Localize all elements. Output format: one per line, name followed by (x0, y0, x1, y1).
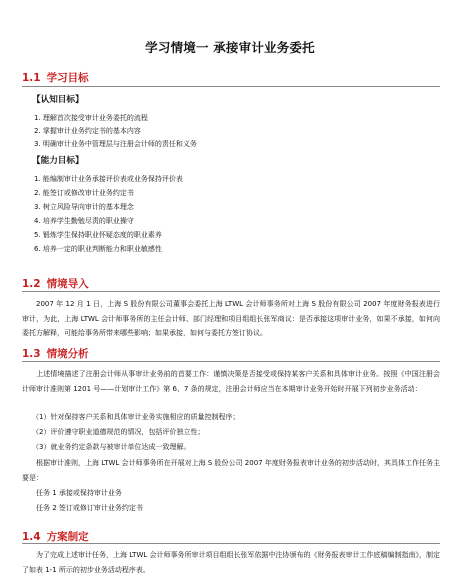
list-item: 5. 锻炼学生保持职业怀疑态度的职业素养 (34, 231, 162, 239)
list-item: 1. 能编制审计业务承接评价表或业务保持评价表 (34, 175, 183, 183)
paragraph-text: 2007 年 12 月 1 日，上海 S 股份有限公司董事会委托上海 LTWL 会计师事务所对上海 S 股份有限公司 2007 年度财务报表进行审计，为此，上海 LTWL 会计师事务所的主任会计师、部门经理和项目组组长张军商议：是否承接这项审计业务，如果不承接，如何向委托方解释，可能给事务所带来哪些影响；如果承接，如何与委托方签订协议。 (22, 300, 440, 337)
task-item: 任务 1 承接或保持审计业务 (36, 489, 122, 497)
ability-goals-label: 【能力目标】 (32, 156, 84, 166)
section-heading-objectives (22, 70, 89, 85)
list-item: 3. 明确审计业务中管理层与注册会计师的责任和义务 (34, 140, 197, 148)
analysis-paragraph (22, 367, 440, 396)
section-number: 1.2 (22, 278, 41, 290)
analysis-paragraph-2 (22, 456, 440, 485)
section-title: 情境导入 (46, 278, 89, 290)
section-number: 1.1 (22, 72, 41, 84)
section-heading-scenario (22, 276, 89, 291)
section-number: 1.3 (22, 348, 41, 360)
section-title: 方案制定 (46, 531, 89, 543)
list-item: 2. 能签订或修改审计业务约定书 (34, 189, 134, 197)
paragraph-text: 根据审计准则，上海 LTWL 会计师事务所在开展对上海 S 股份公司 2007 年度财务报表审计业务的初步活动时，其具体工作任务主要是： (22, 459, 440, 482)
section-number: 1.4 (22, 531, 41, 543)
section-rule (22, 291, 440, 292)
section-heading-plan (22, 529, 89, 544)
list-item: 2. 掌握审计业务约定书的基本内容 (34, 127, 141, 135)
cognitive-goals-label: 【认知目标】 (32, 95, 84, 105)
list-item: 1. 理解首次接受审计业务委托的流程 (34, 114, 148, 122)
paragraph-text: 上述情境描述了注册会计师从事审计业务前的首要工作：谨慎决策是否接受或保持某客户关系和具体审计业务。按照《中国注册会计师审计准则第 1201 号——计划审计工作》第 6、7 条的规定，注册会计师应当在本期审计业务开始时开展下列初步业务活动： (22, 370, 440, 393)
scenario-paragraph (22, 297, 440, 341)
list-item: （1）针对保持客户关系和具体审计业务实施相应的质量控制程序； (32, 413, 240, 421)
task-item: 任务 2 签订或修订审计业务约定书 (36, 504, 143, 512)
section-rule (22, 361, 440, 362)
list-item: （3）就业务约定条款与被审计单位达成一致理解。 (32, 443, 191, 451)
section-heading-analysis (22, 346, 89, 361)
plan-paragraph (22, 548, 440, 577)
list-item: （2）评价遵守职业道德规范的情况，包括评价独立性； (32, 428, 205, 436)
list-item: 4. 培养学生勤勉尽责的职业操守 (34, 217, 134, 225)
section-rule (22, 543, 440, 544)
paragraph-text: 为了完成上述审计任务，上海 LTWL 会计师事务所审计项目组组长张军依据中注协颁布的《财务报表审计工作底稿编制指南》，制定了如表 1-1 所示的初步业务活动程序表。 (22, 551, 440, 574)
section-rule (22, 86, 440, 87)
page-title: 学习情境一 承接审计业务委托 (145, 40, 315, 55)
list-item: 6. 培养一定的职业判断能力和职业敏感性 (34, 245, 162, 253)
list-item: 3. 树立风险导向审计的基本理念 (34, 203, 134, 211)
section-title: 情境分析 (46, 348, 89, 360)
section-title: 学习目标 (46, 72, 89, 84)
